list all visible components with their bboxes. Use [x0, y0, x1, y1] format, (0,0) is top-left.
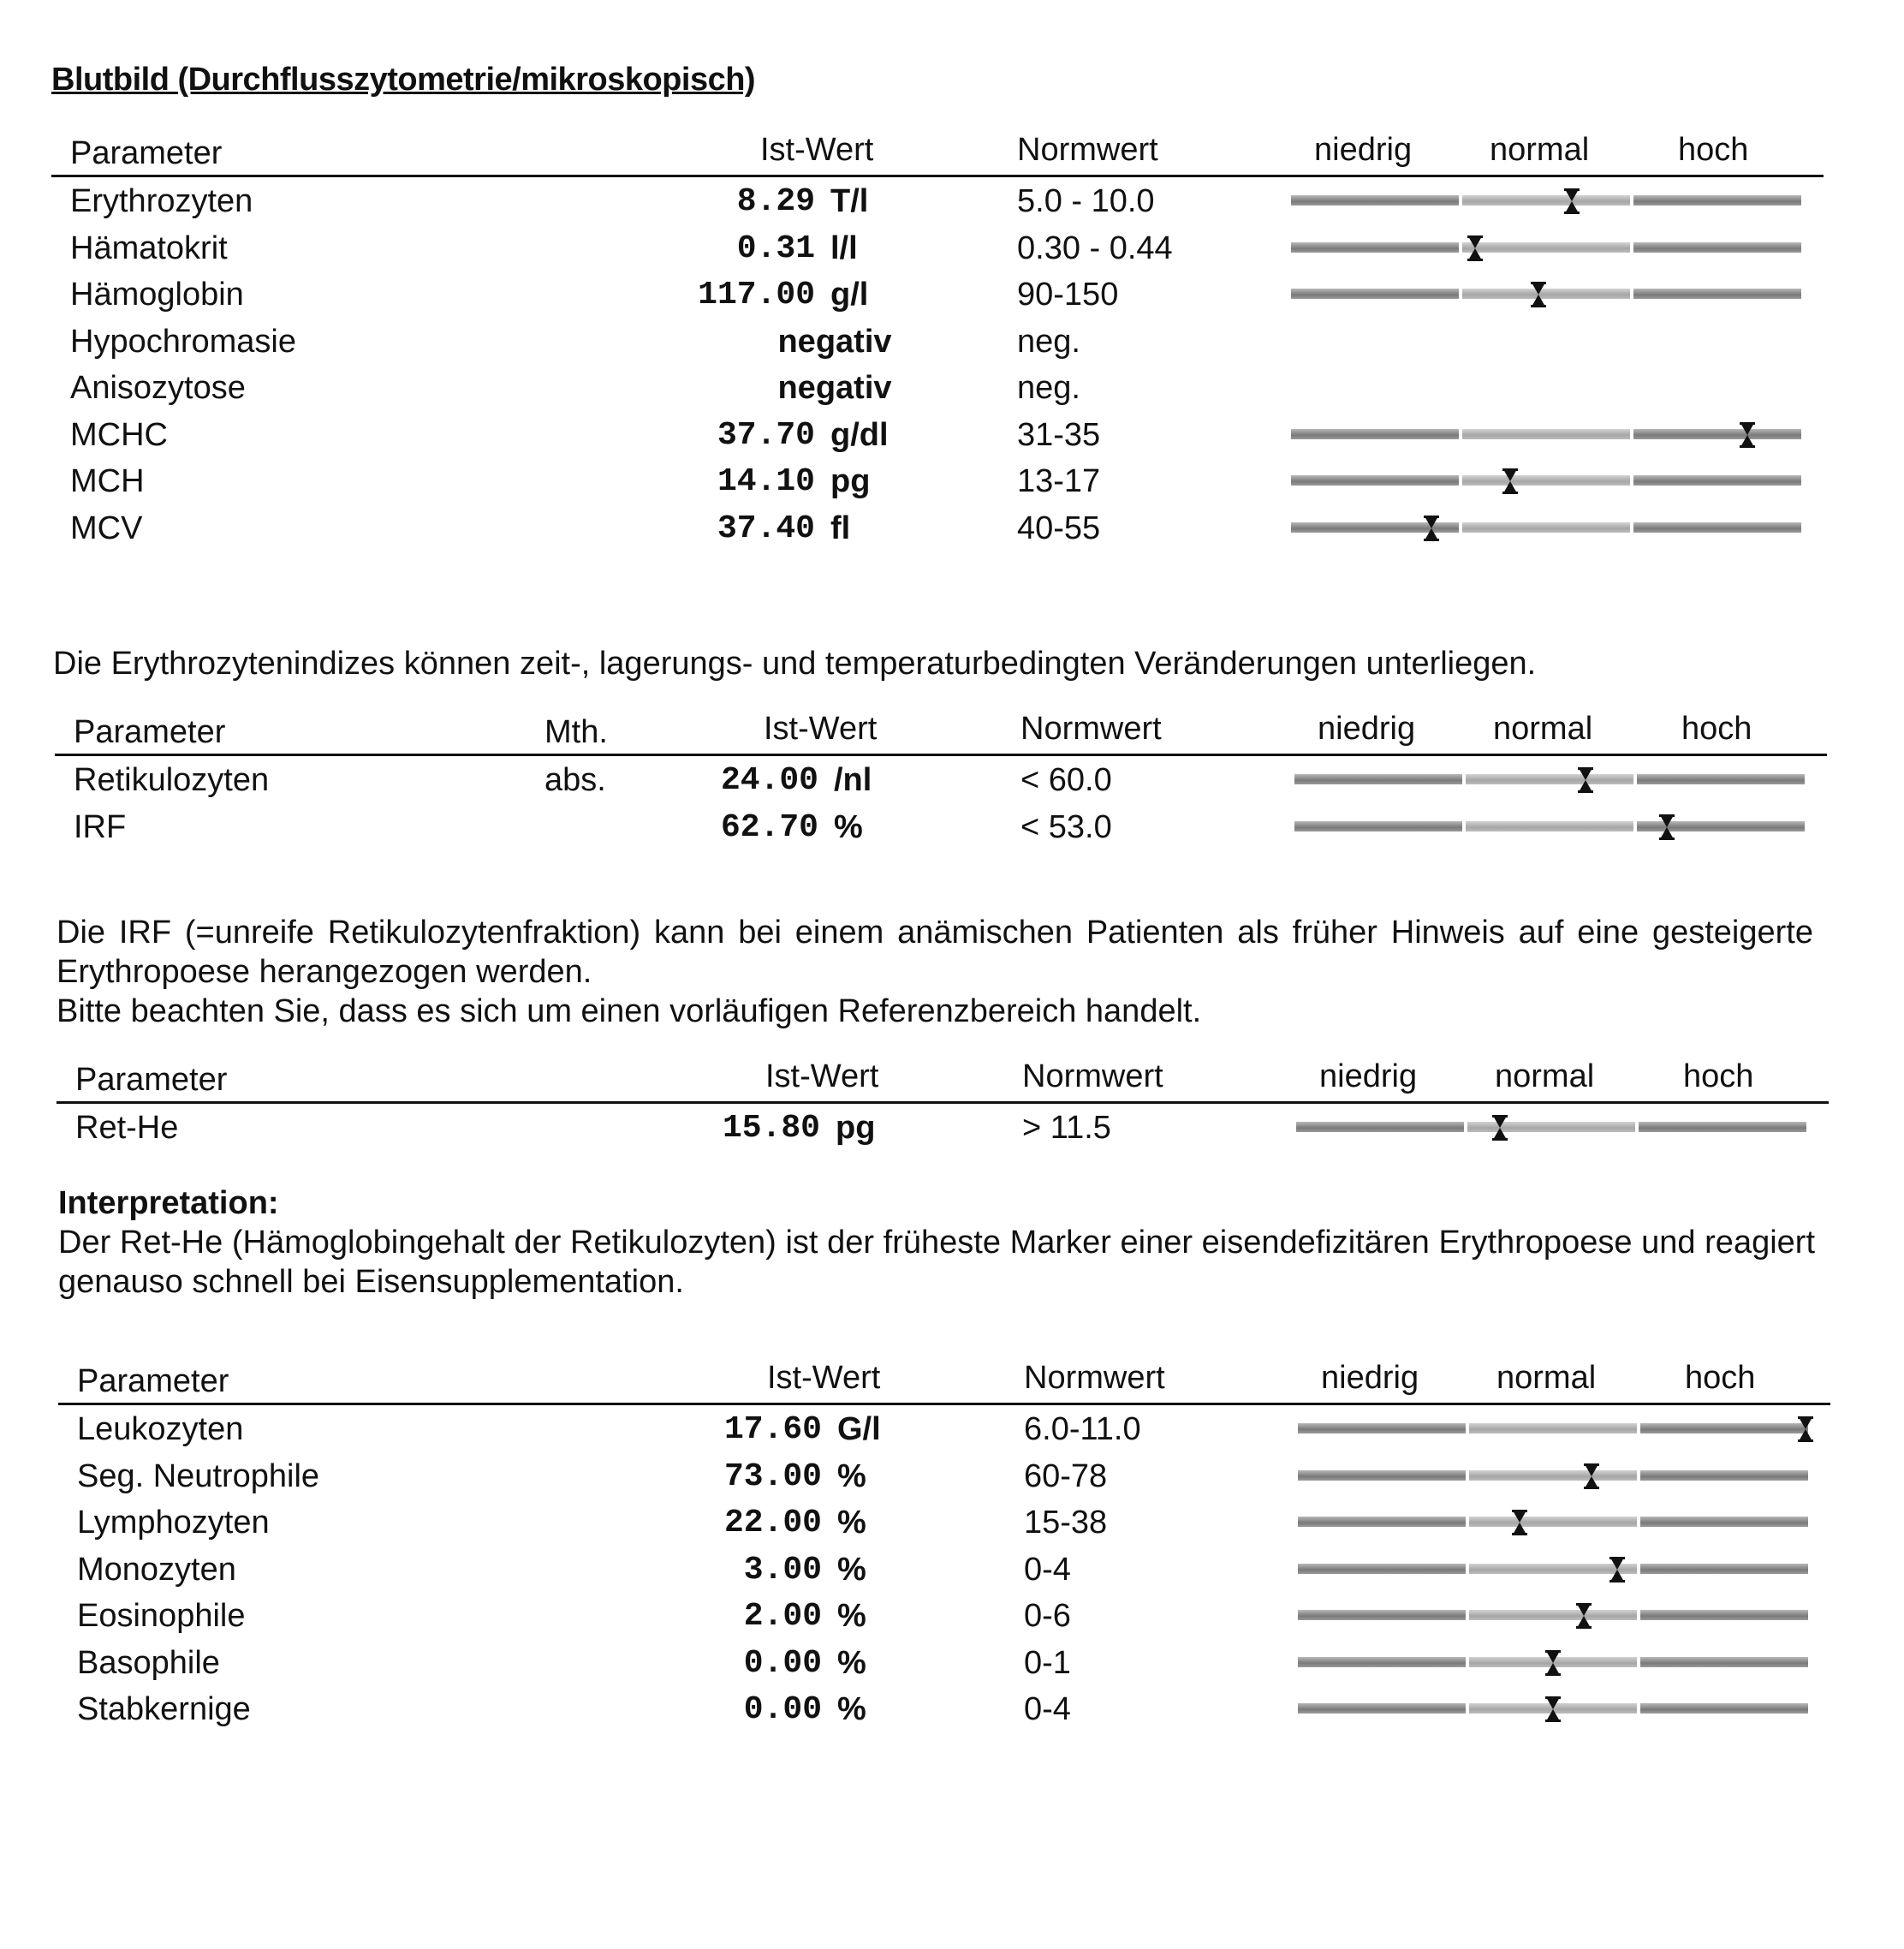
result-value: 37.70	[717, 416, 815, 454]
result-value: 0.00	[743, 1644, 822, 1682]
parameter-name: Ret-He	[75, 1110, 179, 1146]
header-niedrig: niedrig	[1318, 711, 1416, 747]
scale-normal-segment	[1462, 475, 1630, 486]
reference-range: 0-6	[1024, 1598, 1071, 1634]
table-row	[51, 412, 1824, 459]
scale-high-segment	[1640, 1423, 1808, 1433]
scale-low-segment	[1291, 429, 1459, 439]
reference-range: 60-78	[1024, 1457, 1108, 1494]
result-value: 0.31	[736, 229, 815, 267]
range-scale	[1298, 1423, 1808, 1435]
reference-range: neg.	[1017, 323, 1080, 360]
result-unit: G/l	[837, 1411, 881, 1447]
range-scale	[1294, 774, 1805, 786]
header-ist-wert: Ist-Wert	[767, 1360, 881, 1396]
result-value: 37.40	[717, 510, 815, 547]
result-value: 2.00	[743, 1598, 822, 1635]
range-scale	[1291, 289, 1801, 301]
ret-he-table	[57, 1055, 1829, 1152]
parameter-name: Seg. Neutrophile	[77, 1457, 320, 1494]
result-value: 0.00	[743, 1691, 822, 1728]
result-unit: g/dl	[830, 416, 889, 453]
scale-low-segment	[1298, 1517, 1466, 1527]
result-unit: T/l	[830, 183, 869, 219]
parameter-name: IRF	[74, 808, 127, 845]
value-marker-icon	[1576, 1603, 1592, 1629]
header-hoch: hoch	[1678, 132, 1749, 168]
result-value: 117.00	[698, 277, 815, 313]
parameter-name: MCH	[70, 463, 145, 499]
header-normal: normal	[1495, 1058, 1595, 1094]
result-unit: %	[837, 1457, 866, 1494]
header-ist-wert: Ist-Wert	[765, 1058, 879, 1094]
scale-high-segment	[1640, 1564, 1808, 1574]
scale-high-segment	[1633, 475, 1801, 486]
header-parameter: Parameter	[75, 1062, 228, 1098]
table-row	[51, 505, 1824, 552]
header-parameter: Parameter	[74, 714, 226, 750]
parameter-name: Monozyten	[77, 1551, 236, 1588]
header-hoch: hoch	[1681, 711, 1752, 747]
scale-normal-segment	[1466, 774, 1633, 784]
table-header	[58, 1356, 1830, 1404]
value-marker-icon	[1798, 1416, 1813, 1442]
scale-low-segment	[1294, 821, 1462, 831]
result-unit: %	[837, 1505, 866, 1541]
scale-low-segment	[1291, 475, 1459, 486]
scale-high-segment	[1633, 195, 1801, 206]
table-row	[58, 1593, 1830, 1640]
reference-range: 0-4	[1024, 1551, 1071, 1588]
parameter-name: Hämoglobin	[70, 277, 244, 313]
reference-range: 0-1	[1024, 1644, 1071, 1681]
value-marker-icon	[1531, 282, 1546, 307]
scale-low-segment	[1296, 1122, 1464, 1132]
scale-high-segment	[1633, 429, 1801, 439]
leukocyte-table	[58, 1356, 1830, 1733]
result-value: 22.00	[723, 1505, 822, 1541]
result-unit: %	[837, 1644, 866, 1681]
table-header	[55, 707, 1827, 755]
scale-low-segment	[1291, 242, 1459, 253]
header-hoch: hoch	[1683, 1058, 1754, 1094]
header-normwert: Normwert	[1024, 1360, 1165, 1396]
table-row	[58, 1453, 1830, 1500]
result-unit: %	[837, 1551, 866, 1588]
scale-high-segment	[1633, 289, 1801, 299]
scale-normal-segment	[1462, 522, 1630, 533]
header-ist-wert: Ist-Wert	[764, 711, 878, 747]
method-cell: abs.	[544, 762, 606, 798]
scale-high-segment	[1633, 522, 1801, 533]
table-row	[51, 271, 1824, 319]
scale-high-segment	[1640, 1470, 1808, 1481]
value-marker-icon	[1492, 1115, 1508, 1141]
range-scale	[1291, 429, 1801, 441]
range-scale	[1291, 195, 1801, 207]
table-row	[51, 365, 1824, 412]
scale-normal-segment	[1469, 1423, 1637, 1433]
result-value: 17.60	[723, 1411, 822, 1448]
table-header	[51, 128, 1824, 176]
value-marker-icon	[1578, 767, 1593, 793]
scale-low-segment	[1294, 774, 1462, 784]
header-niedrig: niedrig	[1321, 1360, 1419, 1396]
result-value: 8.29	[736, 183, 815, 220]
result-unit: pg	[836, 1110, 876, 1146]
range-scale	[1298, 1470, 1808, 1482]
scale-normal-segment	[1469, 1610, 1637, 1620]
header-normwert: Normwert	[1017, 132, 1158, 168]
table-row	[51, 178, 1824, 225]
reference-range: 6.0-11.0	[1024, 1411, 1141, 1447]
parameter-name: Anisozytose	[70, 370, 246, 406]
table-row	[55, 804, 1827, 851]
result-value: 24.00	[720, 762, 818, 799]
reference-range: 0-4	[1024, 1691, 1071, 1727]
reference-range: 13-17	[1017, 463, 1101, 499]
value-marker-icon	[1564, 188, 1580, 214]
parameter-name: Leukozyten	[77, 1411, 244, 1447]
scale-high-segment	[1633, 242, 1801, 253]
value-marker-icon	[1584, 1463, 1599, 1489]
parameter-name: Eosinophile	[77, 1598, 246, 1634]
reference-range: 0.30 - 0.44	[1017, 229, 1173, 266]
parameter-name: Lymphozyten	[77, 1505, 270, 1541]
parameter-name: MCHC	[70, 416, 168, 453]
value-marker-icon	[1424, 516, 1439, 541]
value-marker-icon	[1467, 235, 1483, 261]
parameter-name: Hämatokrit	[70, 229, 228, 266]
result-unit: /nl	[834, 762, 872, 798]
report-title: Blutbild (Durchflusszytometrie/mikroskopisch)	[51, 62, 756, 98]
parameter-name: MCV	[70, 510, 143, 546]
reference-range: 15-38	[1024, 1505, 1108, 1541]
result-unit: l/l	[830, 229, 858, 266]
header-normal: normal	[1496, 1360, 1597, 1396]
value-marker-icon	[1502, 468, 1518, 494]
reticulocyte-table	[55, 707, 1827, 850]
scale-normal-segment	[1469, 1470, 1637, 1481]
table-row	[58, 1499, 1830, 1547]
parameter-name: Hypochromasie	[70, 323, 296, 360]
scale-low-segment	[1298, 1470, 1466, 1481]
header-hoch: hoch	[1685, 1360, 1756, 1396]
scale-normal-segment	[1469, 1517, 1637, 1527]
header-niedrig: niedrig	[1314, 132, 1413, 168]
header-normal: normal	[1493, 711, 1593, 747]
range-scale	[1298, 1564, 1808, 1576]
reference-range: > 11.5	[1022, 1110, 1111, 1146]
header-normal: normal	[1490, 132, 1590, 168]
result-value: 3.00	[743, 1551, 822, 1588]
result-value: negativ	[777, 370, 892, 406]
reference-range: 90-150	[1017, 277, 1119, 313]
scale-low-segment	[1298, 1610, 1466, 1620]
header-parameter: Parameter	[70, 135, 223, 171]
result-value: negativ	[777, 323, 892, 360]
scale-high-segment	[1639, 1122, 1806, 1132]
scale-high-segment	[1637, 774, 1805, 784]
scale-high-segment	[1640, 1517, 1808, 1527]
result-value: 73.00	[723, 1457, 822, 1495]
range-scale	[1294, 821, 1805, 833]
scale-normal-segment	[1462, 195, 1630, 206]
value-marker-icon	[1659, 814, 1675, 840]
result-value: 15.80	[722, 1110, 820, 1147]
value-marker-icon	[1609, 1557, 1625, 1582]
value-marker-icon	[1512, 1510, 1527, 1535]
header-rule	[58, 1403, 1830, 1405]
result-value: 14.10	[717, 463, 815, 500]
reference-range: 40-55	[1017, 510, 1101, 546]
scale-high-segment	[1640, 1610, 1808, 1620]
table-row	[58, 1406, 1830, 1453]
range-scale	[1298, 1657, 1808, 1669]
scale-high-segment	[1640, 1657, 1808, 1667]
result-unit: %	[837, 1691, 866, 1727]
note-reference-range: Bitte beachten Sie, dass es sich um einen vorläufigen Referenzbereich handelt.	[57, 993, 1202, 1029]
range-scale	[1298, 1517, 1808, 1529]
scale-high-segment	[1640, 1703, 1808, 1714]
blood-count-table	[51, 128, 1824, 551]
reference-range: neg.	[1017, 370, 1080, 406]
scale-normal-segment	[1462, 429, 1630, 439]
scale-low-segment	[1298, 1423, 1466, 1433]
result-unit: pg	[830, 463, 871, 499]
table-header	[57, 1055, 1829, 1103]
range-scale	[1298, 1610, 1808, 1622]
header-mth: Mth.	[544, 714, 608, 750]
header-rule	[51, 175, 1824, 177]
table-row	[58, 1547, 1830, 1594]
range-scale	[1298, 1703, 1808, 1715]
result-unit: g/l	[830, 277, 869, 313]
result-value: 62.70	[720, 808, 818, 846]
table-row	[51, 319, 1824, 366]
reference-range: 31-35	[1017, 416, 1101, 453]
reference-range: 5.0 - 10.0	[1017, 183, 1155, 219]
table-row	[58, 1686, 1830, 1733]
value-marker-icon	[1545, 1696, 1561, 1722]
result-unit: %	[837, 1598, 866, 1634]
reference-range: < 53.0	[1020, 808, 1112, 845]
interpretation-title: Interpretation:	[58, 1185, 279, 1221]
range-scale	[1291, 242, 1801, 254]
table-row	[57, 1105, 1829, 1152]
reference-range: < 60.0	[1020, 762, 1112, 798]
header-parameter: Parameter	[77, 1363, 229, 1399]
table-row	[58, 1640, 1830, 1687]
parameter-name: Stabkernige	[77, 1691, 251, 1727]
scale-low-segment	[1298, 1657, 1466, 1667]
parameter-name: Retikulozyten	[74, 762, 270, 798]
result-unit: %	[834, 808, 863, 845]
scale-low-segment	[1291, 289, 1459, 299]
range-scale	[1291, 475, 1801, 487]
header-normwert: Normwert	[1022, 1058, 1163, 1094]
table-row	[51, 458, 1824, 505]
table-row	[55, 757, 1827, 804]
result-unit: fl	[830, 510, 851, 546]
scale-low-segment	[1291, 195, 1459, 206]
header-normwert: Normwert	[1020, 711, 1162, 747]
note-irf	[57, 913, 1813, 1031]
parameter-name: Basophile	[77, 1644, 220, 1681]
value-marker-icon	[1740, 422, 1755, 448]
range-scale	[1291, 522, 1801, 534]
table-row	[51, 225, 1824, 272]
scale-low-segment	[1298, 1564, 1466, 1574]
interpretation-block	[58, 1183, 1815, 1302]
interpretation-text: Der Ret-He (Hämoglobingehalt der Retikulozyten) ist der früheste Marker einer eisendefizitären Erythropoese und reagiert genauso schnell bei Eisensupplementation.	[58, 1225, 1815, 1300]
scale-low-segment	[1298, 1703, 1466, 1714]
note-erythrocyte-indices: Die Erythrozytenindizes können zeit-, lagerungs- und temperaturbedingten Veränderungen unterliegen.	[53, 646, 1537, 682]
header-ist-wert: Ist-Wert	[760, 132, 874, 168]
header-rule	[55, 754, 1827, 756]
scale-normal-segment	[1462, 242, 1630, 253]
parameter-name: Erythrozyten	[70, 183, 253, 219]
note-irf-text: Die IRF (=unreife Retikulozytenfraktion) kann bei einem anämischen Patienten als früher Hinweis auf eine gesteigerte Erythropoese herangezogen werden.	[57, 915, 1813, 990]
header-rule	[57, 1101, 1829, 1104]
value-marker-icon	[1545, 1650, 1561, 1676]
range-scale	[1296, 1122, 1806, 1134]
scale-normal-segment	[1466, 821, 1633, 831]
header-niedrig: niedrig	[1319, 1058, 1418, 1094]
